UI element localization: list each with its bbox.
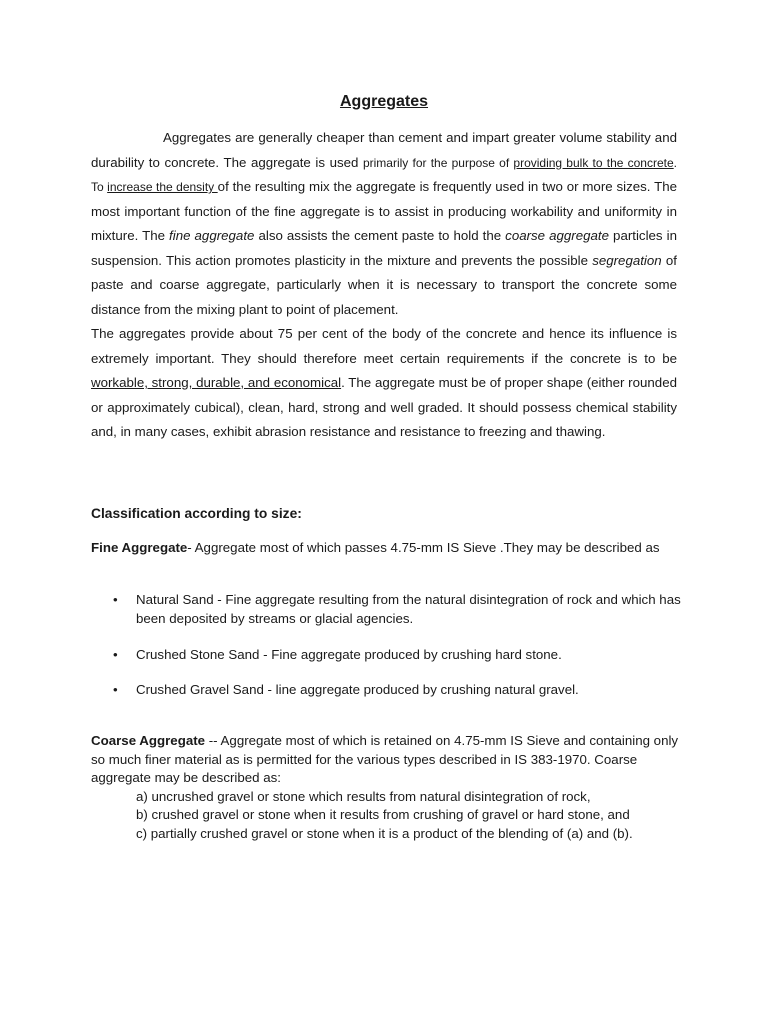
fine-aggregate-paragraph [91,539,686,558]
para2-text-1: The aggregates provide about 75 per cent of the body of the concrete and hence its influence is extremely important. They should therefore meet certain requirements if the concrete is to be [91,326,677,366]
coarse-aggregate-text: -- Aggregate most of which is retained on 4.75-mm IS Sieve and containing only so much finer material as is permitted for the various types described in IS 383-1970. Coarse aggregate may be described as: [91,733,679,785]
intro-text-6: particles in suspension. This action promotes plasticity in the mixture and prevents the possible [91,228,677,268]
bullet-icon: • [113,647,118,662]
fine-aggregate-text: - Aggregate most of which passes 4.75-mm IS Sieve .They may be described as [187,540,660,555]
intro-text-2: primarily for the purpose of [362,155,514,170]
fine-aggregate-label: Fine Aggregate [91,540,188,555]
intro-underline-density: increase the density [107,180,218,194]
intro-text-1: Aggregates are generally cheaper than cement and impart greater volume stability and durability to concrete. The aggregate is used [91,130,677,170]
bullet-icon: • [113,592,118,607]
intro-text-7: of paste and coarse aggregate, particularly when it is necessary to transport the concrete some distance from the mixing plant to point of placement. [91,252,677,317]
classification-heading: Classification according to size: [91,506,302,521]
list-item-text: Natural Sand - Fine aggregate resulting from the natural disintegration of rock and which has been deposited by streams or glacial agencies. [136,592,681,626]
intro-text-5: also assists the cement paste to hold the [254,228,506,243]
intro-italic-coarse: coarse aggregate [505,228,610,243]
intro-italic-fine: fine aggregate [169,228,255,243]
intro-paragraph [91,126,677,322]
para2-underline-qualities: workable, strong, durable, and economical [91,375,342,390]
list-item-text: Crushed Gravel Sand - line aggregate produced by crushing natural gravel. [136,682,579,697]
intro-text-4: of the resulting mix the aggregate is frequently used in two or more sizes. The most important function of the fine aggregate is to assist in producing workability and uniformity in mixture. The [91,179,677,243]
coarse-type-b: b) crushed gravel or stone when it results from crushing of gravel or hard stone, and [136,807,630,822]
intro-text-3: . To [91,155,678,194]
page-title: Aggregates [339,93,429,110]
para2-text-2: . The aggregate must be of proper shape (either rounded or approximately cubical), clean, hard, strong and well graded. It should possess chemical stability and, in many cases, exhibit abrasion resistance and resistance to freezing and thawing. [91,375,677,439]
intro-underline-bulk: providing bulk to the concrete [513,155,674,170]
coarse-type-a: a) uncrushed gravel or stone which results from natural disintegration of rock, [136,788,591,804]
coarse-aggregate-section [91,732,686,843]
coarse-type-c: c) partially crushed gravel or stone when it is a product of the blending of (a) and (b). [136,825,633,841]
second-paragraph [91,322,677,445]
bullet-icon: • [113,682,118,697]
body-text [91,126,677,445]
intro-italic-segregation: segregation [592,252,662,268]
list-item [91,645,686,664]
list-item-text: Crushed Stone Sand - Fine aggregate produced by crushing hard stone. [136,647,562,662]
coarse-aggregate-label: Coarse Aggregate [91,733,206,748]
list-item [91,590,686,628]
list-item [91,680,686,699]
